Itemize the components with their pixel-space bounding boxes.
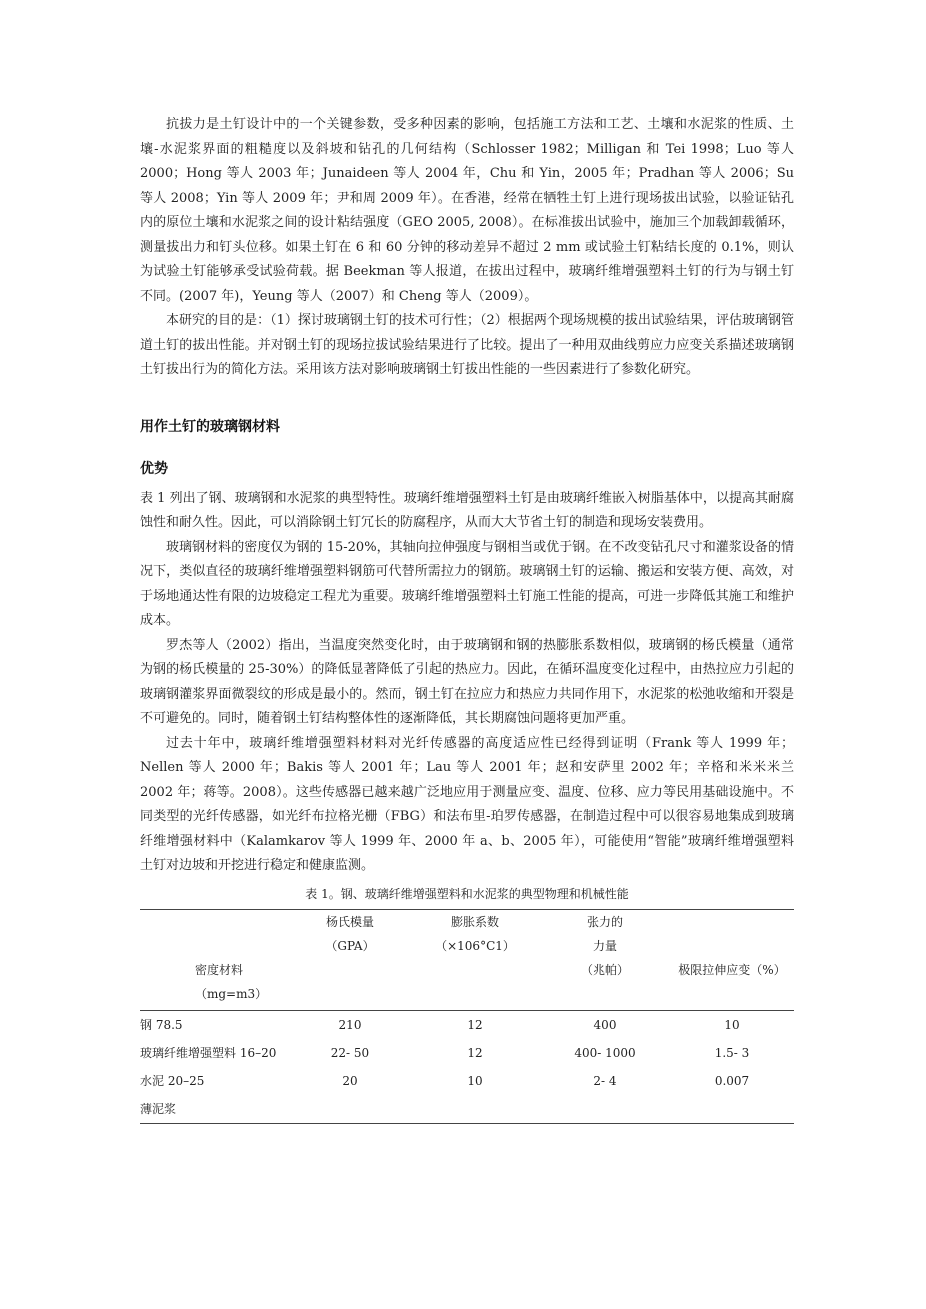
cell-strain: 1.5- 3: [714, 1045, 750, 1060]
paragraph-table-intro: 表 1 列出了钢、玻璃钢和水泥浆的典型特性。玻璃纤维增强塑料土钉是由玻璃纤维嵌入树脂基体中，以提高其耐腐蚀性和耐久性。因此，可以消除钢土钉冗长的防腐程序，从而大大节省土钉的制造和现场安装费用。: [140, 490, 794, 530]
header-youngs-modulus: 杨氏模量 （GPA）: [290, 909, 410, 1006]
header-tensile-strength: 张力的 力量 （兆帕）: [540, 909, 670, 1006]
cell-material: 玻璃纤维增强塑料 16–20: [140, 1045, 277, 1060]
cell-tension: 2- 4: [540, 1067, 670, 1124]
table-row: [140, 1067, 794, 1124]
section-heading: 用作土钉的玻璃钢材料: [140, 418, 280, 435]
paragraph-density: 玻璃钢材料的密度仅为钢的 15-20%，其轴向拉伸强度与钢相当或优于钢。在不改变钻孔尺寸和灌浆设备的情况下，类似直径的玻璃纤维增强塑料钢筋可代替所需拉力的钢筋。玻璃钢土钉的运输、搬运和安装方便、高效，对于场地通达性有限的边坡稳定工程尤为重要。玻璃纤维增强塑料土钉施工性能的提高，可进一步降低其施工和维护成本。: [140, 539, 794, 628]
cell-material: 钢 78.5: [140, 1017, 183, 1032]
paragraph-thermal: 罗杰等人（2002）指出，当温度突然变化时，由于玻璃钢和钢的热膨胀系数相似，玻璃钢的杨氏模量（通常为钢的杨氏模量的 25-30%）的降低显著降低了引起的热应力。因此，在循环温度变化过程中，由热拉应力引起的玻璃钢灌浆界面微裂纹的形成是最小的。然而，钢土钉在拉应力和热应力共同作用下，水泥浆的松弛收缩和开裂是不可避免的。同时，随着钢土钉结构整体性的逐渐降低，其长期腐蚀问题将更加严重。: [140, 637, 794, 726]
cell-material: [140, 1067, 290, 1124]
cell-strain: 0.007: [670, 1067, 794, 1124]
paragraph-pullout-resistance: 抗拔力是土钉设计中的一个关键参数，受多种因素的影响，包括施工方法和工艺、土壤和水泥浆的性质、土壤-水泥浆界面的粗糙度以及斜坡和钻孔的几何结构（Schlosser 1982；Milligan 和 Tei 1998；Luo 等人 2000；Hong 等人 2003 年；Junaideen 等人 2004 年，Chu 和 Yin，2005 年；Pradhan 等人 2006；Su 等人 2008；Yin 等人 2009 年；尹和周 2009 年）。在香港，经常在牺牲土钉上进行现场拔出试验，以验证钻孔内的原位土壤和水泥浆之间的设计粘结强度（GEO 2005, 2008）。在标准拔出试验中，施加三个加载卸载循环，测量拔出力和钉头位移。如果土钉在 6 和 60 分钟的移动差异不超过 2 mm 或试验土钉粘结长度的 0.1%，则认为试验土钉能够承受试验荷载。据 Beekman 等人报道，在拔出过程中，玻璃纤维增强塑料土钉的行为与钢土钉不同。(2007 年)，Yeung 等人（2007）和 Cheng 等人（2009）。: [140, 117, 794, 304]
table-caption: 表 1。钢、玻璃纤维增强塑料和水泥浆的典型物理和机械性能: [305, 886, 629, 901]
cell-modulus: 22- 50: [330, 1045, 370, 1060]
cell-modulus: 20: [290, 1067, 410, 1124]
cell-material-line2: 薄泥浆: [140, 1101, 177, 1116]
cell-strain: 10: [724, 1017, 740, 1032]
cell-modulus: 210: [338, 1017, 362, 1032]
cell-tension: 400: [593, 1017, 617, 1032]
cell-tension: 400- 1000: [574, 1045, 636, 1060]
paragraph-sensors: 过去十年中，玻璃纤维增强塑料材料对光纤传感器的高度适应性已经得到证明（Frank 等人 1999 年；Nellen 等人 2000 年；Bakis 等人 2001 年；Lau 等人 2001 年；赵和安萨里 2002 年；辛格和米米米兰 2002 年；蒋等。2008）。这些传感器已越来越广泛地应用于测量应变、温度、位移、应力等民用基础设施中。不同类型的光纤传感器，如光纤布拉格光栅（FBG）和法布里-珀罗传感器，在制造过程中可以很容易地集成到玻璃纤维增强材料中（Kalamkarov 等人 1999 年、2000 年 a、b、2005 年），可能使用“智能”玻璃纤维增强塑料土钉对边坡和开挖进行稳定和健康监测。: [140, 735, 794, 873]
paragraph-research-objective: 本研究的目的是：（1）探讨玻璃钢土钉的技术可行性；（2）根据两个现场规模的拔出试验结果，评估玻璃钢管道土钉的拔出性能。并对钢土钉的现场拉拔试验结果进行了比较。提出了一种用双曲线剪应力应变关系描述玻璃钢土钉拔出行为的简化方法。采用该方法对影响玻璃钢土钉拔出性能的一些因素进行了参数化研究。: [140, 313, 794, 377]
cell-expansion: 12: [467, 1045, 483, 1060]
document-content: [140, 113, 794, 1124]
cell-material-line1: 水泥 20–25: [140, 1073, 205, 1088]
table-row: [140, 1010, 794, 1039]
header-density-material: 密度材料（mg=m3）: [140, 909, 290, 1006]
header-ultimate-strain: 极限拉伸应变（%）: [670, 909, 794, 1006]
cell-expansion: 12: [467, 1017, 483, 1032]
table-row: [140, 1039, 794, 1067]
header-expansion-coefficient: 膨胀系数 （×106°C1）: [410, 909, 540, 1006]
properties-table: [140, 909, 794, 1124]
subsection-heading: 优势: [140, 460, 168, 477]
cell-expansion: 10: [410, 1067, 540, 1124]
